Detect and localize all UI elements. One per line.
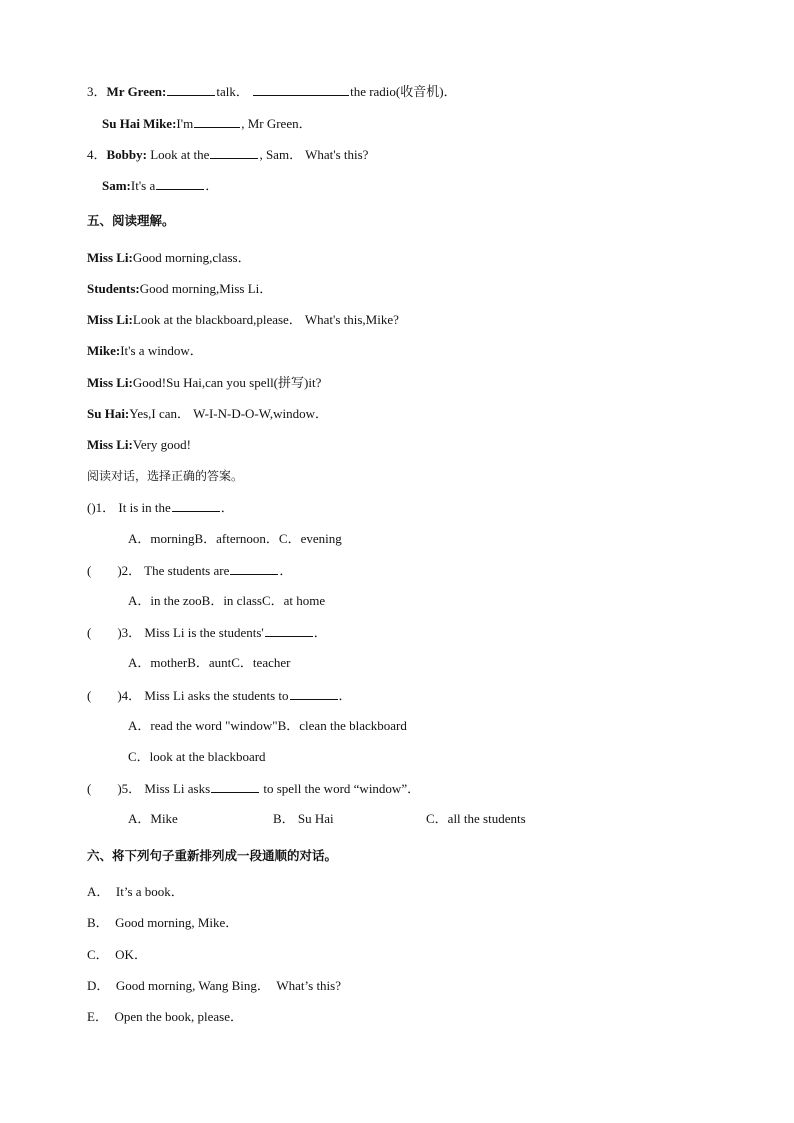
dialogue-text: Very good! — [132, 437, 192, 452]
q3-text4: , Mr Green． — [241, 116, 312, 131]
section5-instruction: 阅读对话，选择正确的答案。 — [87, 469, 244, 483]
answer-blank[interactable] — [172, 499, 220, 512]
dialogue-text: Yes,I can． W-I-N-D-O-W,window． — [129, 406, 328, 421]
dialogue-text: Good!Su Hai,can you spell(拼写)it? — [132, 375, 322, 390]
dialogue-speaker: Students: — [87, 281, 140, 296]
q3-line2 — [102, 115, 312, 131]
q4-speaker2: Sam: — [102, 178, 131, 193]
q3-line1 — [87, 83, 457, 99]
q3-text2: the radio(收音机)． — [350, 84, 457, 99]
q3-blank2[interactable] — [253, 83, 349, 96]
q4-line1 — [87, 146, 368, 162]
dialogue-text: Good morning,Miss Li． — [139, 281, 273, 296]
dialogue-speaker: Su Hai: — [87, 406, 130, 421]
question-suffix: ． — [220, 500, 234, 515]
reorder-item: A． It’s a book． — [87, 884, 184, 899]
option-a: A．Mike — [128, 811, 178, 826]
q4-text4: ． — [205, 178, 219, 193]
answer-blank[interactable] — [211, 780, 259, 793]
mc-question-1 — [87, 499, 234, 515]
mc-question-2 — [87, 562, 292, 578]
mc-options-4b: C．look at the blackboard — [128, 749, 266, 764]
answer-blank[interactable] — [265, 624, 313, 637]
q3-text1: talk． — [216, 84, 249, 99]
q4-number: 4． — [87, 147, 107, 162]
dialogue-speaker: Miss Li: — [87, 437, 133, 452]
question-text: ()1． It is in the — [87, 500, 171, 515]
dialogue-line — [87, 250, 251, 266]
mc-question-4 — [87, 687, 352, 703]
reorder-item: B． Good morning, Mike． — [87, 915, 239, 930]
dialogue-line — [87, 281, 272, 297]
q4-text2: , Sam． What's this? — [259, 147, 369, 162]
q4-blank2[interactable] — [156, 177, 204, 190]
section6-title: 六、将下列句子重新排列成一段通顺的对话。 — [87, 848, 338, 863]
question-suffix: ． — [279, 563, 293, 578]
dialogue-speaker: Miss Li: — [87, 312, 133, 327]
dialogue-speaker: Miss Li: — [87, 375, 133, 390]
q4-speaker1: Bobby: — [106, 147, 147, 162]
dialogue-line — [87, 343, 203, 359]
dialogue-line — [87, 437, 191, 453]
q4-text3: It's a — [130, 178, 156, 193]
dialogue-speaker: Miss Li: — [87, 250, 133, 265]
question-text: ( )3． Miss Li is the students' — [87, 625, 264, 640]
q3-text3: I'm — [176, 116, 194, 131]
mc-options-2: A．in the zooB．in classC．at home — [128, 593, 326, 608]
option-c: C．all the students — [426, 811, 526, 826]
question-text: ( )2． The students are — [87, 563, 230, 578]
dialogue-text: Look at the blackboard,please． What's this,Mike? — [132, 312, 399, 327]
q3-speaker1: Mr Green: — [106, 84, 167, 99]
dialogue-line — [87, 406, 328, 422]
q4-text1: Look at the — [146, 147, 210, 162]
reorder-item: E． Open the book, please． — [87, 1009, 243, 1024]
section5-title: 五、阅读理解。 — [87, 213, 175, 228]
question-suffix: to spell the word “window”． — [260, 781, 421, 796]
dialogue-line — [87, 375, 321, 391]
q3-number: 3． — [87, 84, 107, 99]
q4-blank1[interactable] — [210, 146, 258, 159]
mc-question-5 — [87, 780, 420, 796]
dialogue-text: It's a window． — [120, 343, 203, 358]
mc-options-4: A．read the word "window"B．clean the blackboard — [128, 718, 407, 733]
mc-question-3 — [87, 624, 327, 640]
question-text: ( )4． Miss Li asks the students to — [87, 688, 289, 703]
q3-speaker2: Su Hai Mike: — [102, 116, 177, 131]
reorder-item: D． Good morning, Wang Bing． What’s this? — [87, 978, 342, 993]
dialogue-text: Good morning,class． — [132, 250, 251, 265]
option-b: B． Su Hai — [273, 811, 334, 826]
mc-options-1: A．morningB．afternoon．C．evening — [128, 531, 342, 546]
question-suffix: ． — [313, 625, 327, 640]
question-text: ( )5． Miss Li asks — [87, 781, 211, 796]
mc-options-3: A．motherB．auntC．teacher — [128, 655, 291, 670]
mc-options-5 — [128, 811, 526, 827]
q4-line2 — [102, 177, 218, 193]
question-suffix: ． — [338, 688, 352, 703]
q3-blank1[interactable] — [167, 83, 215, 96]
dialogue-line — [87, 312, 399, 328]
dialogue-speaker: Mike: — [87, 343, 121, 358]
answer-blank[interactable] — [230, 562, 278, 575]
answer-blank[interactable] — [290, 687, 338, 700]
q3-blank3[interactable] — [194, 115, 240, 128]
reorder-item: C． OK． — [87, 947, 147, 962]
